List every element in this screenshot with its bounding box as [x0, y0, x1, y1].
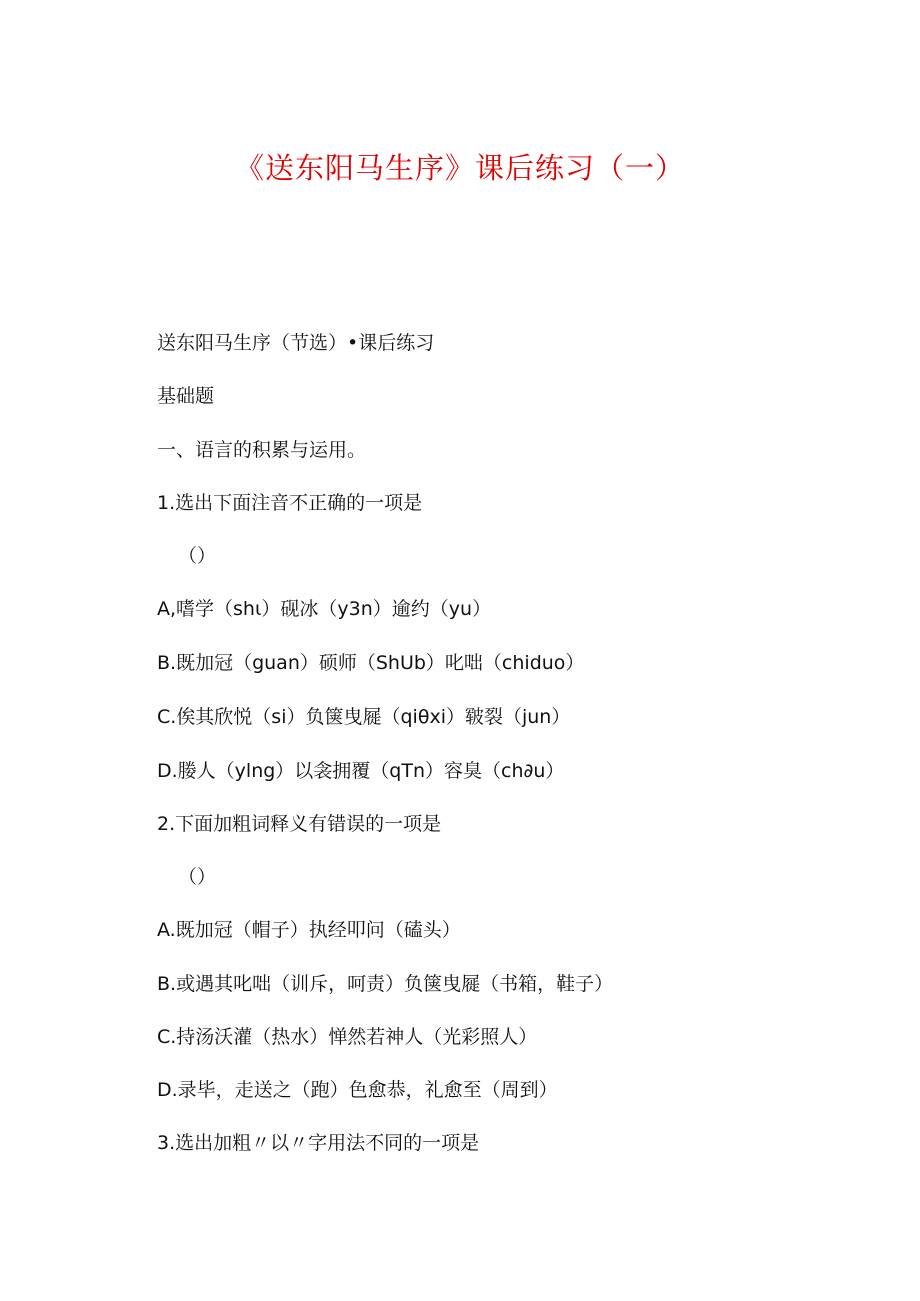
part-heading: 一、语言的积累与运用。	[157, 439, 367, 461]
question-1-option-c: C.俟其欣悦（si）负箧曳屣（qiθxi）皲裂（jun）	[157, 706, 571, 728]
question-2: 2.下面加粗词释义有错误的一项是	[157, 813, 442, 835]
question-3: 3.选出加粗〃以〃字用法不同的一项是	[157, 1132, 480, 1154]
difficulty-heading: 基础题	[157, 385, 215, 407]
question-2-option-c: C.持汤沃灌（热水）惮然若神人（光彩照人）	[157, 1026, 538, 1048]
question-2-option-a: A.既加冠（帽子）执经叩问（磕头）	[157, 919, 461, 941]
question-1: 1.选出下面注音不正确的一项是	[157, 492, 423, 514]
page-title: 《送东阳马生序》课后练习（一）	[234, 151, 685, 185]
question-2-option-d: D.录毕，走送之（跑）色愈恭，礼愈至（周到）	[157, 1079, 558, 1101]
answer-blank-1: （）	[178, 545, 217, 567]
question-1-option-b: B.既加冠（guan）硕师（ShUb）叱咄（chiduo）	[157, 652, 585, 674]
section-heading: 送东阳马生序（节选）•课后练习	[157, 332, 435, 354]
question-1-option-d: D.媵人（ylng）以衾拥覆（qTn）容臭（ch∂u）	[157, 760, 565, 782]
question-2-option-b: B.或遇其叱咄（训斥，呵责）负箧曳屣（书箱，鞋子）	[157, 973, 614, 995]
answer-blank-2: （）	[178, 866, 217, 888]
question-1-option-a: A,嗜学（shι）砚冰（y3n）逾约（yu）	[157, 598, 492, 620]
